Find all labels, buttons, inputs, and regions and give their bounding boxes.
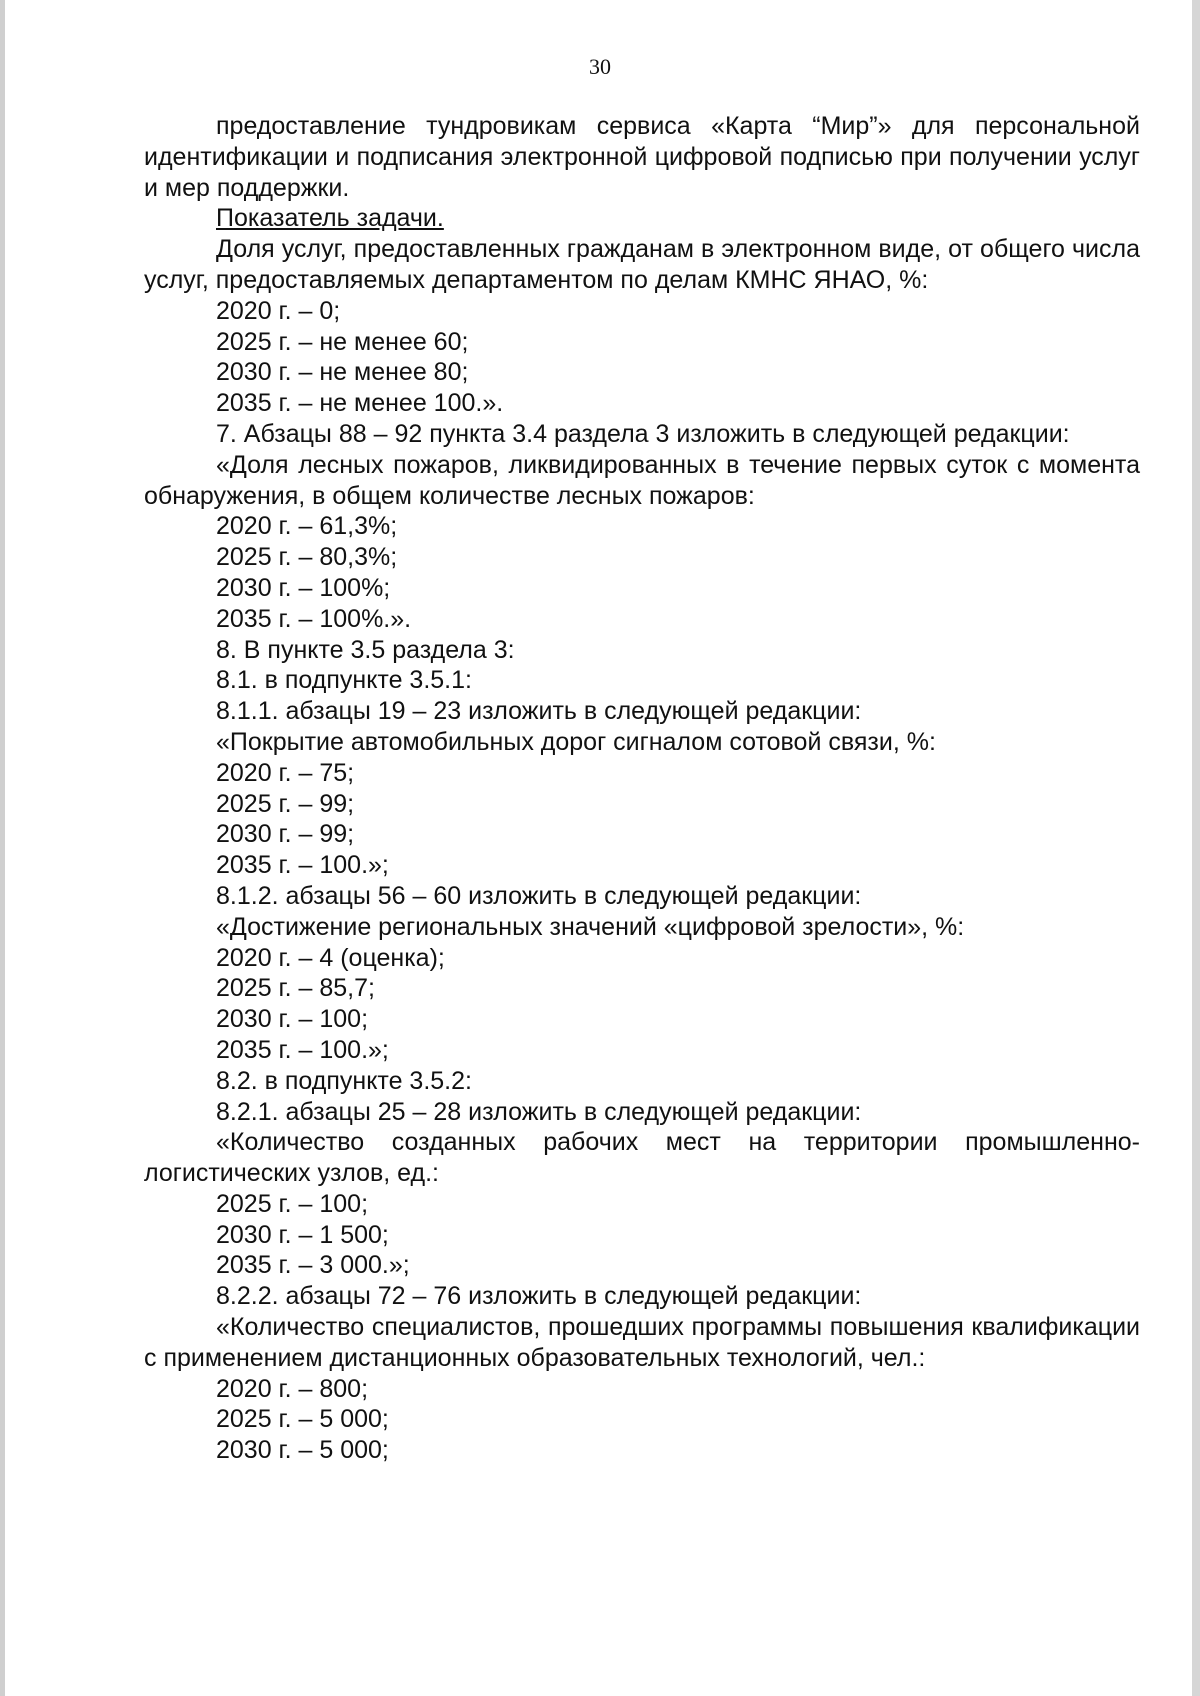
paragraph: «Количество специалистов, прошедших программы повышения квалификации с применением дистанционных образовательных технологий, чел.:	[144, 1313, 1140, 1372]
paragraph: «Достижение региональных значений «цифровой зрелости», %:	[216, 912, 965, 941]
list-item: 2035 г. – 3 000.»;	[216, 1251, 410, 1280]
document-body	[144, 111, 1140, 1466]
list-item: 2035 г. – не менее 100.».	[216, 389, 504, 418]
paragraph: 8.1.1. абзацы 19 – 23 изложить в следующей редакции:	[216, 697, 862, 726]
list-item: 2030 г. – 5 000;	[216, 1436, 389, 1465]
list-item: 2030 г. – 100%;	[216, 573, 391, 602]
list-item: 2030 г. – 1 500;	[216, 1220, 389, 1249]
paragraph: предоставление тундровикам сервиса «Карта “Мир”» для персональной идентификации и подписания электронной цифровой подписью при получении услуг и мер поддержки.	[144, 112, 1140, 202]
list-item: 2030 г. – не менее 80;	[216, 358, 469, 387]
paragraph: 8.2. в подпункте 3.5.2:	[216, 1066, 472, 1095]
list-item: 2030 г. – 99;	[216, 820, 355, 849]
scan-edge-left	[0, 0, 5, 1696]
paragraph: 7. Абзацы 88 – 92 пункта 3.4 раздела 3 изложить в следующей редакции:	[216, 419, 1070, 448]
list-item: 2025 г. – 80,3%;	[216, 543, 398, 572]
paragraph: Доля услуг, предоставленных гражданам в электронном виде, от общего числа услуг, предоставляемых департаментом по делам КМНС ЯНАО, %:	[144, 235, 1140, 294]
list-item: 2030 г. – 100;	[216, 1005, 369, 1034]
paragraph: «Количество созданных рабочих мест на территории промышленно-логистических узлов, ед.:	[144, 1128, 1140, 1188]
list-item: 2025 г. – 100;	[216, 1189, 369, 1218]
scan-edge-right	[1192, 0, 1200, 1696]
paragraph: 8.1. в подпункте 3.5.1:	[216, 666, 472, 695]
paragraph: 8.2.2. абзацы 72 – 76 изложить в следующей редакции:	[216, 1282, 862, 1311]
list-item: 2020 г. – 4 (оценка);	[216, 943, 445, 972]
list-item: 2020 г. – 75;	[216, 758, 355, 787]
list-item: 2020 г. – 0;	[216, 296, 341, 325]
paragraph: «Доля лесных пожаров, ликвидированных в течение первых суток с момента обнаружения, в общем количестве лесных пожаров:	[144, 450, 1140, 510]
paragraph: 8. В пункте 3.5 раздела 3:	[216, 635, 515, 664]
list-item: 2035 г. – 100%.».	[216, 604, 412, 633]
list-item: 2025 г. – не менее 60;	[216, 327, 469, 356]
list-item: 2035 г. – 100.»;	[216, 851, 389, 880]
list-item: 2020 г. – 800;	[216, 1374, 369, 1403]
list-item: 2025 г. – 5 000;	[216, 1405, 389, 1434]
heading-text: Показатель задачи.	[216, 204, 444, 233]
list-item: 2025 г. – 85,7;	[216, 974, 375, 1003]
paragraph: «Покрытие автомобильных дорог сигналом сотовой связи, %:	[216, 727, 936, 756]
list-item: 2025 г. – 99;	[216, 789, 355, 818]
list-item: 2020 г. – 61,3%;	[216, 512, 398, 541]
page-number: 30	[589, 54, 611, 79]
list-item: 2035 г. – 100.»;	[216, 1035, 389, 1064]
paragraph: 8.2.1. абзацы 25 – 28 изложить в следующей редакции:	[216, 1097, 862, 1126]
section-heading	[144, 203, 1140, 234]
paragraph: 8.1.2. абзацы 56 – 60 изложить в следующей редакции:	[216, 881, 862, 910]
